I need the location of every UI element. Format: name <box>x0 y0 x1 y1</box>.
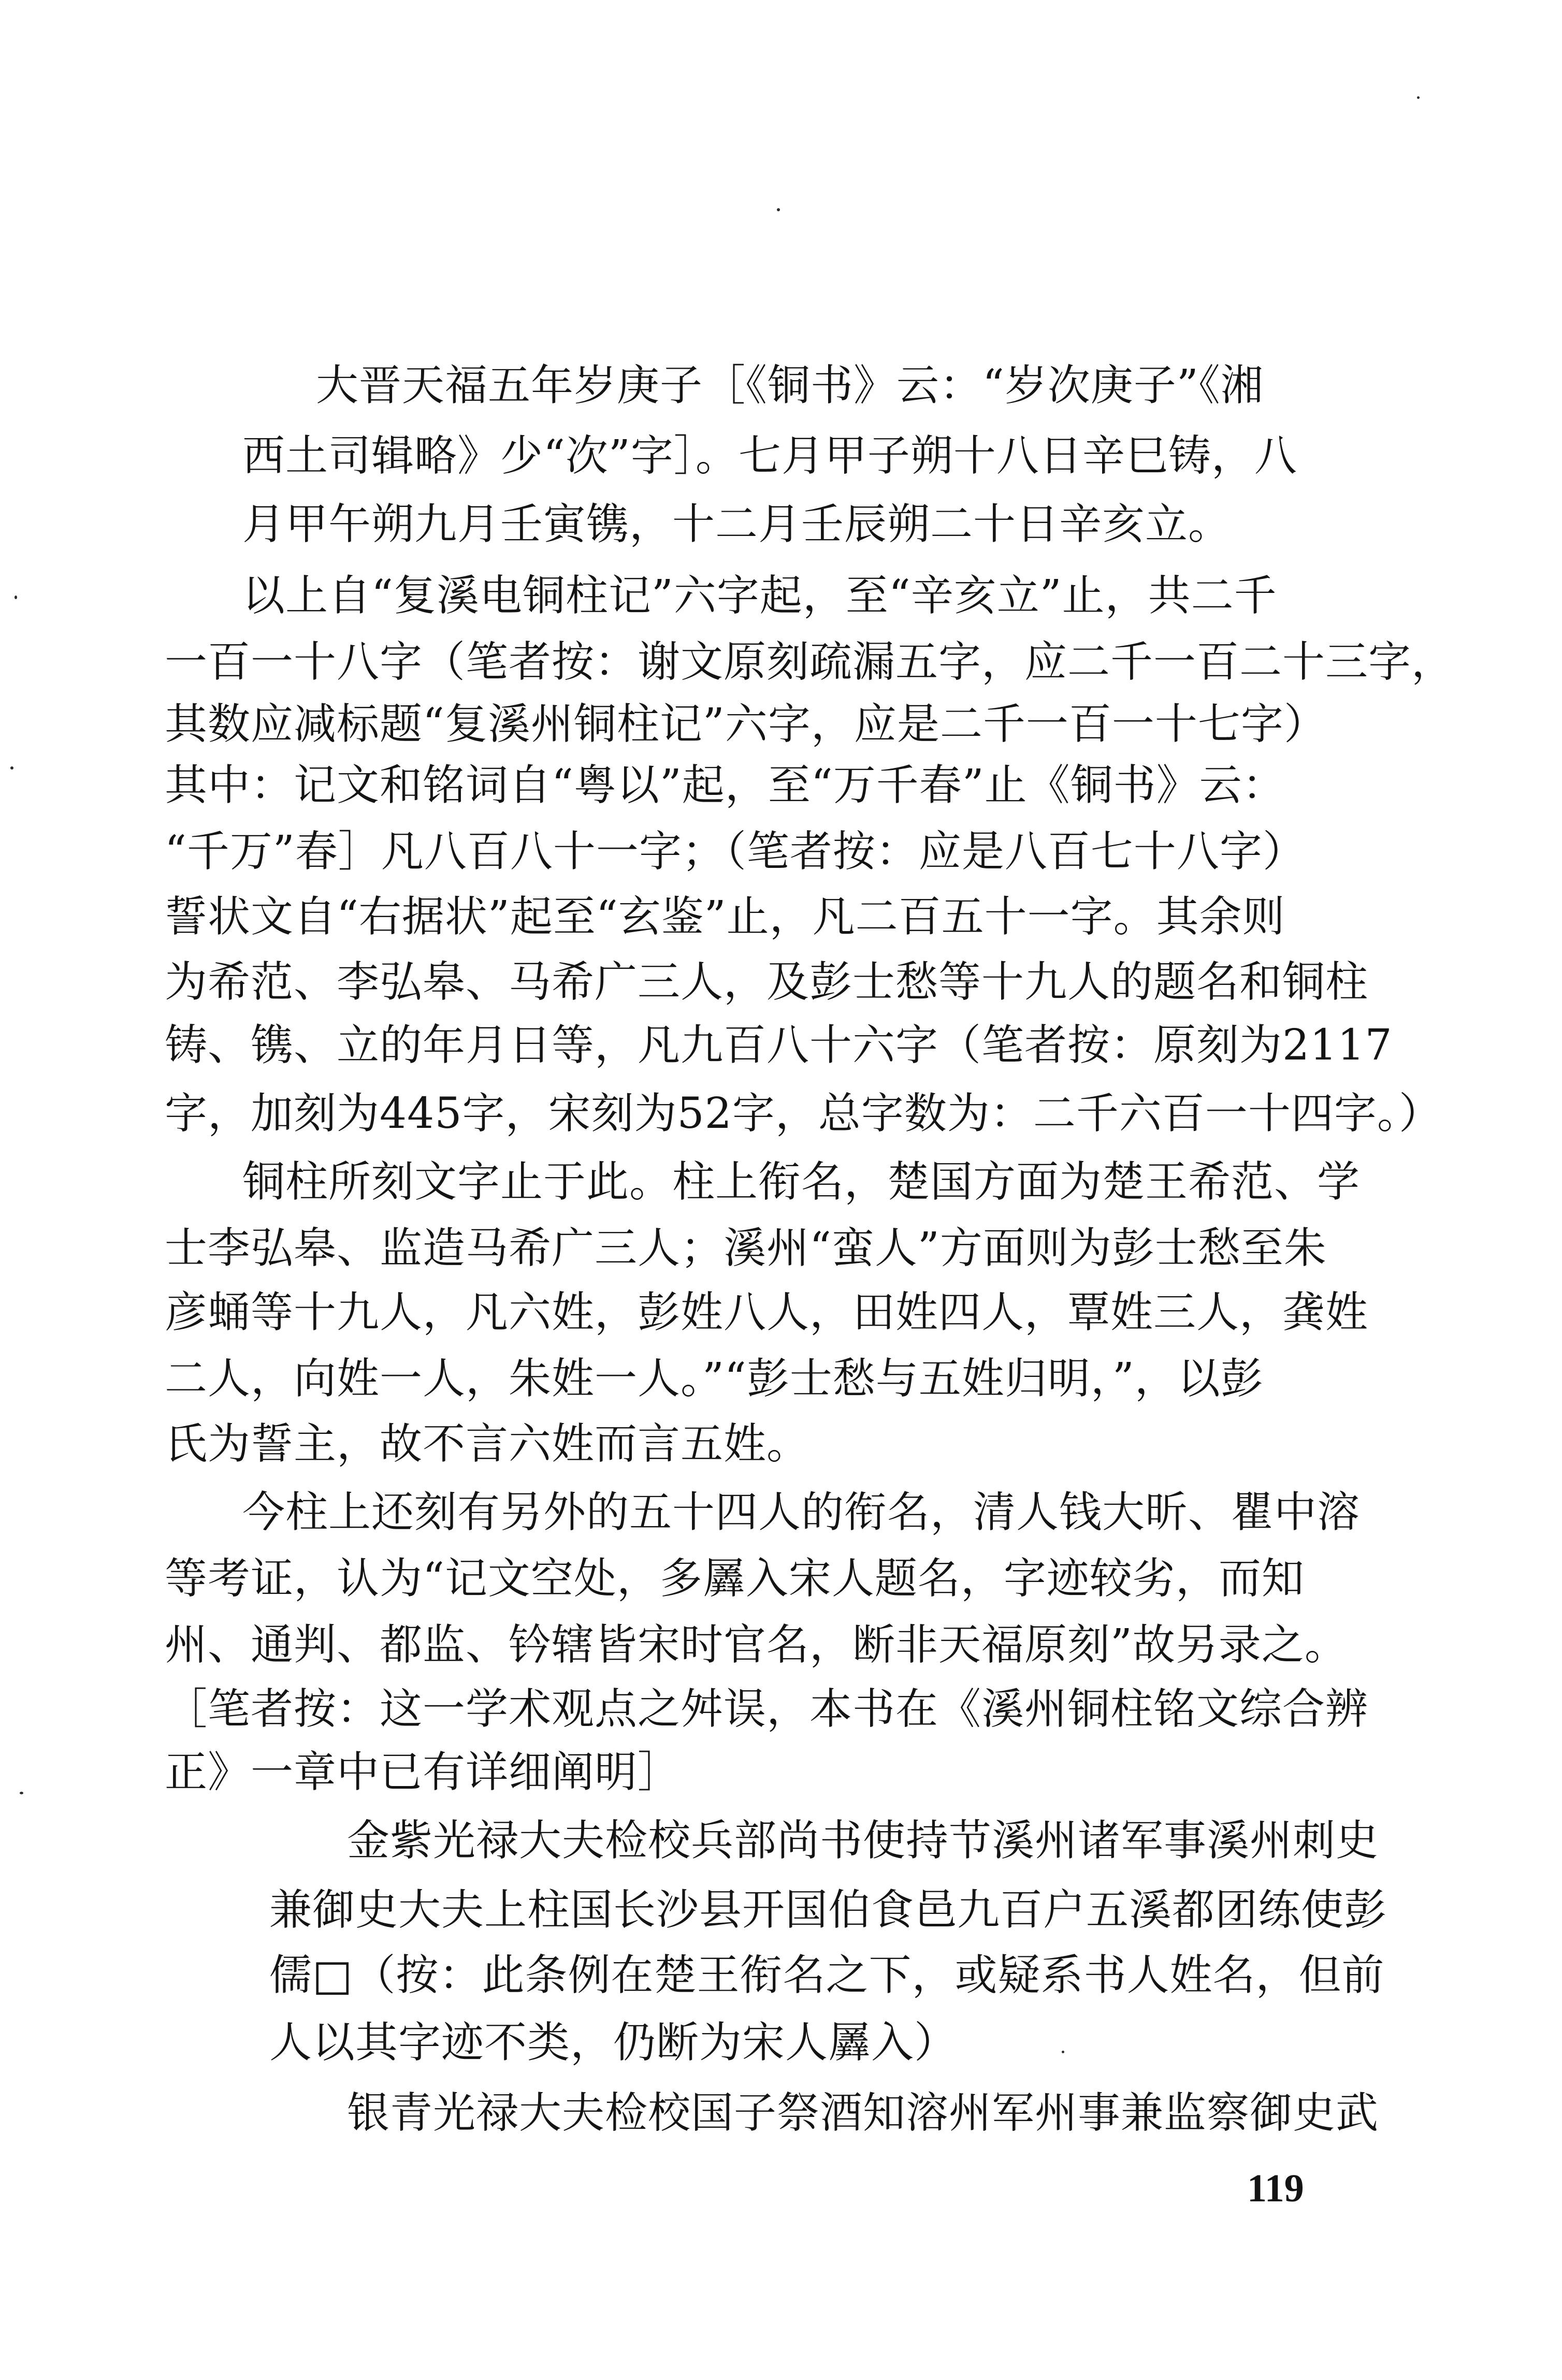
text-line-3: 月甲午朔九月壬寅镌，十二月壬辰朔二十日辛亥立。 <box>242 500 1232 549</box>
text-line-26: 人以其字迹不类，仍断为宋人羼入） <box>269 2018 958 2067</box>
text-line-7: 其中：记文和铭词自“粤以”起，至“万千春”止《铜书》云： <box>165 761 1285 810</box>
text-line-8: “千万”春］凡八百八十一字；（笔者按：应是八百七十八字） <box>165 827 1306 876</box>
text-line-15: 彦蛹等十九人，凡六姓，彭姓八人，田姓四人，覃姓三人，龚姓 <box>165 1288 1369 1337</box>
text-line-9: 誓状文自“右据状”起至“玄鉴”止，凡二百五十一字。其余则 <box>165 892 1285 941</box>
text-line-19: 等考证，认为“记文空处，多羼入宋人题名，字迹较劣，而知 <box>165 1554 1305 1603</box>
text-line-25: 儒□（按：此条例在楚王衔名之下，或疑系书人姓名，但前 <box>269 1951 1385 2000</box>
text-line-12: 字，加刻为445字，宋刻为52字，总字数为：二千六百一十四字。） <box>165 1089 1442 1138</box>
text-line-23: 金紫光禄大夫检校兵部尚书使持节溪州诸军事溪州刺史 <box>347 1816 1379 1865</box>
text-line-5: 一百一十八字（笔者按：谢文原刻疏漏五字，应二千一百二十三字， <box>165 637 1455 687</box>
scan-speck <box>1062 2051 1064 2053</box>
scan-speck <box>15 596 17 599</box>
text-line-6: 其数应减标题“复溪州铜柱记”六字，应是二千一百一十七字） <box>165 700 1327 749</box>
page-number: 119 <box>1247 2167 1304 2210</box>
text-line-20: 州、通判、都监、钤辖皆宋时官名，断非天福原刻”故另录之。 <box>165 1620 1348 1670</box>
text-line-27: 银青光禄大夫检校国子祭酒知溶州军州事兼监察御史武 <box>347 2088 1379 2138</box>
text-line-10: 为希范、李弘皋、马希广三人，及彭士愁等十九人的题名和铜柱 <box>165 957 1369 1007</box>
text-line-21: ［笔者按：这一学术观点之舛误，本书在《溪州铜柱铭文综合辨 <box>165 1685 1369 1734</box>
text-line-17: 氏为誓主，故不言六姓而言五姓。 <box>165 1419 810 1469</box>
scan-speck <box>10 766 13 770</box>
text-line-2: 西土司辑略》少“次”字］。七月甲子朔十八日辛巳铸，八 <box>242 431 1297 481</box>
text-line-22: 正》一章中已有详细阐明］ <box>165 1748 681 1797</box>
text-line-14: 士李弘皋、监造马希广三人；溪州“蛮人”方面则为彭士愁至朱 <box>165 1224 1327 1273</box>
text-line-16: 二人，向姓一人，朱姓一人。”“彭士愁与五姓归明，”，以彭 <box>165 1354 1264 1403</box>
text-line-11: 铸、镌、立的年月日等，凡九百八十六字（笔者按：原刻为2117 <box>165 1021 1393 1070</box>
text-line-13: 铜柱所刻文字止于此。柱上衔名，楚国方面为楚王希范、学 <box>242 1157 1361 1207</box>
scan-speck <box>777 208 780 211</box>
text-line-24: 兼御史大夫上柱国长沙县开国伯食邑九百户五溪都团练使彭 <box>269 1885 1387 1935</box>
text-line-18: 今柱上还刻有另外的五十四人的衔名，清人钱大昕、瞿中溶 <box>242 1488 1361 1537</box>
text-line-4: 以上自“复溪电铜柱记”六字起，至“辛亥立”止，共二千 <box>242 571 1277 620</box>
scan-speck <box>1417 96 1420 99</box>
scan-speck <box>20 1792 23 1794</box>
text-line-1: 大晋天福五年岁庚子［《铜书》云：“岁次庚子”《湘 <box>316 361 1264 410</box>
